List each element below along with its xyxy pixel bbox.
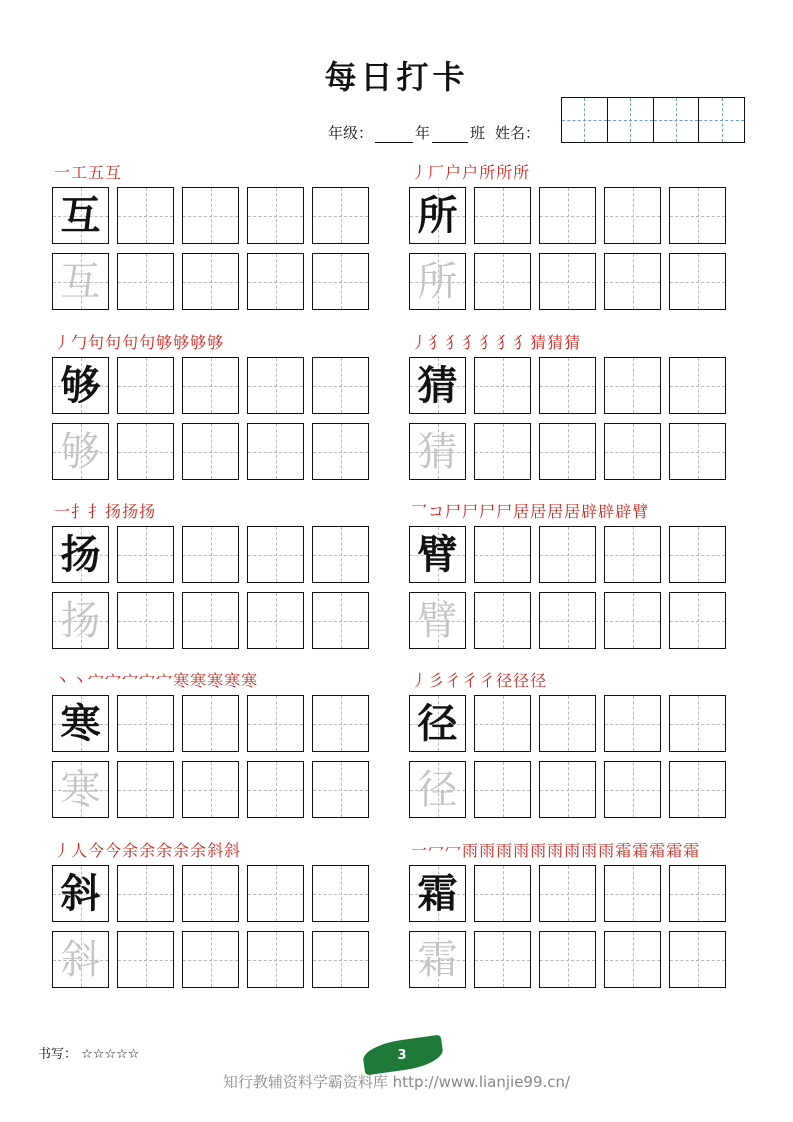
writing-cell[interactable] [247,526,304,583]
stroke-step: 丿 [411,333,429,352]
model-cell [409,187,466,244]
stroke-step: 斜 [207,841,225,860]
writing-cell[interactable] [539,695,596,752]
writing-cell[interactable] [182,761,239,818]
stroke-step: 彡 [428,671,446,690]
name-cell[interactable] [699,98,744,142]
writing-cell[interactable] [669,526,726,583]
stroke-order [411,499,649,525]
stroke-step: 够 [173,333,191,352]
stroke-step: 扌 [71,502,89,521]
stroke-order [54,330,224,356]
stroke-step: 犭 [445,333,463,352]
stroke-step: 今 [88,841,106,860]
writing-cell[interactable] [247,931,304,988]
stroke-step: 雨 [581,841,599,860]
trace-row [52,592,369,649]
writing-cell[interactable] [474,931,531,988]
trace-row [409,592,726,649]
stroke-step: 勹 [71,333,89,352]
stroke-order [411,838,700,864]
class-input[interactable] [432,128,468,143]
trace-character: 寒 [60,766,101,813]
trace-cell [409,931,466,988]
stroke-step: 霜 [649,841,667,860]
stroke-step: 够 [156,333,174,352]
footer-watermark: 知行教辅资料学霸资料库 http://www.lianjie99.cn/ [222,1073,571,1091]
stroke-step: 宀 [156,671,174,690]
trace-row [52,423,369,480]
stroke-step: 霜 [666,841,684,860]
stroke-step: 犭 [479,333,497,352]
stroke-step: 句 [122,333,140,352]
stroke-step: 余 [139,841,157,860]
writing-cell[interactable] [247,695,304,752]
trace-row [52,253,369,310]
writing-cell[interactable] [182,865,239,922]
stroke-step: 霜 [683,841,701,860]
writing-cell[interactable] [312,865,369,922]
stroke-step: 臂 [632,502,650,521]
model-cell [409,865,466,922]
writing-cell[interactable] [312,357,369,414]
writing-cell[interactable] [182,526,239,583]
stroke-step: 居 [530,502,548,521]
stroke-step: 居 [564,502,582,521]
stroke-step: 一 [54,502,72,521]
writing-cell[interactable] [182,357,239,414]
page-number: 3 [397,1048,407,1063]
writing-cell[interactable] [312,761,369,818]
model-character: 斜 [60,869,101,917]
writing-cell[interactable] [474,695,531,752]
writing-cell[interactable] [669,357,726,414]
trace-cell [52,423,109,480]
stroke-step: 厂 [428,163,446,182]
trace-character: 臂 [417,597,458,644]
stroke-step: 径 [513,671,531,690]
writing-cell[interactable] [312,253,369,310]
stroke-step: 雨 [462,841,480,860]
writing-cell[interactable] [247,423,304,480]
stroke-step: 句 [88,333,106,352]
writing-cell[interactable] [247,187,304,244]
writing-cell[interactable] [474,253,531,310]
name-cell[interactable] [608,98,654,142]
writing-cell[interactable] [474,187,531,244]
stroke-step: 雨 [598,841,616,860]
stroke-step: 彳 [479,671,497,690]
stroke-step: 所 [513,163,531,182]
writing-cell[interactable] [474,423,531,480]
writing-cell[interactable] [117,931,174,988]
rating-label: 书写： [38,1047,78,1062]
trace-row [409,423,726,480]
writing-cell[interactable] [604,865,661,922]
model-character: 扬 [60,530,101,578]
stroke-step: 犭 [462,333,480,352]
writing-cell[interactable] [604,695,661,752]
model-row [52,187,369,244]
writing-cell[interactable] [312,931,369,988]
writing-cell[interactable] [669,253,726,310]
stroke-step: 冖 [445,841,463,860]
stroke-step: 尸 [496,502,514,521]
writing-cell[interactable] [539,592,596,649]
stroke-step: 霜 [632,841,650,860]
grade-year-input[interactable] [375,128,413,143]
stroke-step: 互 [105,163,123,182]
stroke-step: 雨 [530,841,548,860]
model-row [409,526,726,583]
writing-cell[interactable] [182,695,239,752]
stroke-step: 犭 [428,333,446,352]
stroke-step: 斜 [224,841,242,860]
model-character: 猜 [417,361,458,409]
stroke-step: 够 [207,333,225,352]
writing-cell[interactable] [669,931,726,988]
writing-cell[interactable] [312,695,369,752]
writing-cell[interactable] [312,187,369,244]
stroke-step: 五 [88,163,106,182]
model-cell [409,357,466,414]
trace-character: 互 [60,258,101,305]
writing-cell[interactable] [539,187,596,244]
stroke-step: 寒 [173,671,191,690]
stroke-step: 宀 [105,671,123,690]
writing-cell[interactable] [474,592,531,649]
writing-cell[interactable] [474,865,531,922]
writing-cell[interactable] [604,931,661,988]
model-character: 霜 [417,869,458,917]
writing-cell[interactable] [669,695,726,752]
stroke-order [54,838,241,864]
stroke-step: 乛 [411,502,429,521]
writing-cell[interactable] [247,592,304,649]
name-cell[interactable] [562,98,608,142]
stroke-step: 宀 [122,671,140,690]
stroke-step: 尸 [462,502,480,521]
name-cell[interactable] [654,98,700,142]
trace-cell [409,761,466,818]
trace-cell [409,423,466,480]
stroke-step: 今 [105,841,123,860]
writing-cell[interactable] [539,423,596,480]
writing-cell[interactable] [117,695,174,752]
name-writing-grid[interactable] [561,97,745,143]
stroke-order [54,668,258,694]
stroke-step: 丿 [54,333,72,352]
trace-character: 霜 [417,936,458,983]
writing-cell[interactable] [117,253,174,310]
stroke-step: 雨 [564,841,582,860]
writing-cell[interactable] [117,187,174,244]
trace-cell [409,592,466,649]
stroke-step: 寒 [224,671,242,690]
stroke-step: 径 [496,671,514,690]
stroke-step: 彳 [462,671,480,690]
stroke-step: 辟 [598,502,616,521]
model-row [409,865,726,922]
writing-cell[interactable] [182,931,239,988]
stroke-step: 够 [190,333,208,352]
model-cell [52,695,109,752]
model-row [52,865,369,922]
writing-cell[interactable] [604,526,661,583]
model-cell [409,695,466,752]
writing-cell[interactable] [604,253,661,310]
model-cell [52,526,109,583]
writing-cell[interactable] [247,761,304,818]
stroke-step: 丿 [54,841,72,860]
writing-cell[interactable] [117,865,174,922]
trace-row [409,761,726,818]
writing-cell[interactable] [604,761,661,818]
stroke-step: 宀 [139,671,157,690]
stroke-step: 宀 [88,671,106,690]
model-row [409,187,726,244]
writing-cell[interactable] [117,357,174,414]
writing-cell[interactable] [117,592,174,649]
model-row [409,357,726,414]
stroke-step: 余 [156,841,174,860]
stroke-step: 冖 [428,841,446,860]
writing-cell[interactable] [474,357,531,414]
rating-stars: ☆☆☆☆☆ [81,1047,140,1062]
trace-character: 斜 [60,936,101,983]
writing-cell[interactable] [604,423,661,480]
stroke-step: 雨 [496,841,514,860]
stroke-step: 一 [54,163,72,182]
trace-cell [52,592,109,649]
stroke-step: 彳 [445,671,463,690]
stroke-step: 句 [105,333,123,352]
model-cell [52,865,109,922]
stroke-order [54,499,156,525]
writing-cell[interactable] [669,761,726,818]
writing-cell[interactable] [539,526,596,583]
stroke-step: 余 [122,841,140,860]
model-character: 互 [60,191,101,239]
model-row [409,695,726,752]
stroke-step: 人 [71,841,89,860]
stroke-step: 丿 [411,163,429,182]
stroke-order [54,160,122,186]
writing-cell[interactable] [182,592,239,649]
stroke-step: 寒 [190,671,208,690]
grade-label: 年级： [328,124,374,142]
stroke-step: 余 [190,841,208,860]
stroke-step: 余 [173,841,191,860]
trace-character: 够 [60,428,101,475]
writing-cell[interactable] [312,592,369,649]
stroke-step: 居 [547,502,565,521]
stroke-step: 扬 [105,502,123,521]
writing-cell[interactable] [539,357,596,414]
stroke-order [411,160,530,186]
writing-cell[interactable] [669,592,726,649]
stroke-step: 寒 [207,671,225,690]
writing-cell[interactable] [247,865,304,922]
model-row [52,695,369,752]
writing-cell[interactable] [539,931,596,988]
stroke-step: 居 [513,502,531,521]
writing-cell[interactable] [669,423,726,480]
model-character: 寒 [60,699,101,747]
writing-cell[interactable] [182,187,239,244]
stroke-step: 扌 [88,502,106,521]
writing-cell[interactable] [474,761,531,818]
name-label: 姓名： [495,124,541,142]
writing-cell[interactable] [669,865,726,922]
model-character: 够 [60,361,101,409]
writing-cell[interactable] [247,357,304,414]
writing-cell[interactable] [604,357,661,414]
writing-cell[interactable] [604,592,661,649]
trace-cell [409,253,466,310]
stroke-step: 猜 [547,333,565,352]
stroke-step: 所 [496,163,514,182]
writing-cell[interactable] [539,865,596,922]
stroke-step: 句 [139,333,157,352]
stroke-step: 雨 [513,841,531,860]
stroke-step: 户 [462,163,480,182]
stroke-step: 辟 [581,502,599,521]
model-character: 径 [417,699,458,747]
stroke-step: 猜 [564,333,582,352]
stroke-step: 寒 [241,671,259,690]
stroke-step: 扬 [139,502,157,521]
trace-cell [52,761,109,818]
model-row [52,526,369,583]
writing-cell[interactable] [539,761,596,818]
year-unit: 年 [415,124,431,142]
stroke-step: 雨 [547,841,565,860]
model-row [52,357,369,414]
writing-cell[interactable] [474,526,531,583]
writing-cell[interactable] [117,761,174,818]
writing-cell[interactable] [312,526,369,583]
model-cell [409,526,466,583]
stroke-order [411,330,581,356]
stroke-step: 辟 [615,502,633,521]
writing-cell[interactable] [669,187,726,244]
page-title: 每日打卡 [324,58,469,96]
stroke-step: 猜 [530,333,548,352]
trace-cell [52,253,109,310]
trace-cell [52,931,109,988]
stroke-step: 工 [71,163,89,182]
writing-cell[interactable] [247,253,304,310]
writing-cell[interactable] [312,423,369,480]
stroke-step: 所 [479,163,497,182]
stroke-step: 丿 [411,671,429,690]
stroke-step: 丶 [54,671,72,690]
stroke-step: 户 [445,163,463,182]
model-character: 所 [417,191,458,239]
model-cell [52,187,109,244]
model-character: 臂 [417,530,458,578]
model-cell [52,357,109,414]
stroke-step: 犭 [513,333,531,352]
stroke-step: 犭 [496,333,514,352]
trace-character: 扬 [60,597,101,644]
stroke-step: 径 [530,671,548,690]
trace-character: 所 [417,258,458,305]
stroke-step: 丶 [71,671,89,690]
stroke-step: 霜 [615,841,633,860]
stroke-step: 雨 [479,841,497,860]
trace-row [409,931,726,988]
stroke-step: 尸 [479,502,497,521]
writing-cell[interactable] [182,253,239,310]
student-info [328,122,540,143]
handwriting-rating [38,1043,139,1062]
stroke-step: コ [428,502,446,521]
writing-cell[interactable] [539,253,596,310]
class-unit: 班 [470,124,486,142]
trace-character: 径 [417,766,458,813]
trace-row [52,761,369,818]
stroke-step: 尸 [445,502,463,521]
trace-row [52,931,369,988]
stroke-step: 扬 [122,502,140,521]
trace-row [409,253,726,310]
writing-cell[interactable] [604,187,661,244]
stroke-step: 一 [411,841,429,860]
stroke-order [411,668,547,694]
trace-character: 猜 [417,428,458,475]
writing-cell[interactable] [182,423,239,480]
writing-cell[interactable] [117,526,174,583]
writing-cell[interactable] [117,423,174,480]
